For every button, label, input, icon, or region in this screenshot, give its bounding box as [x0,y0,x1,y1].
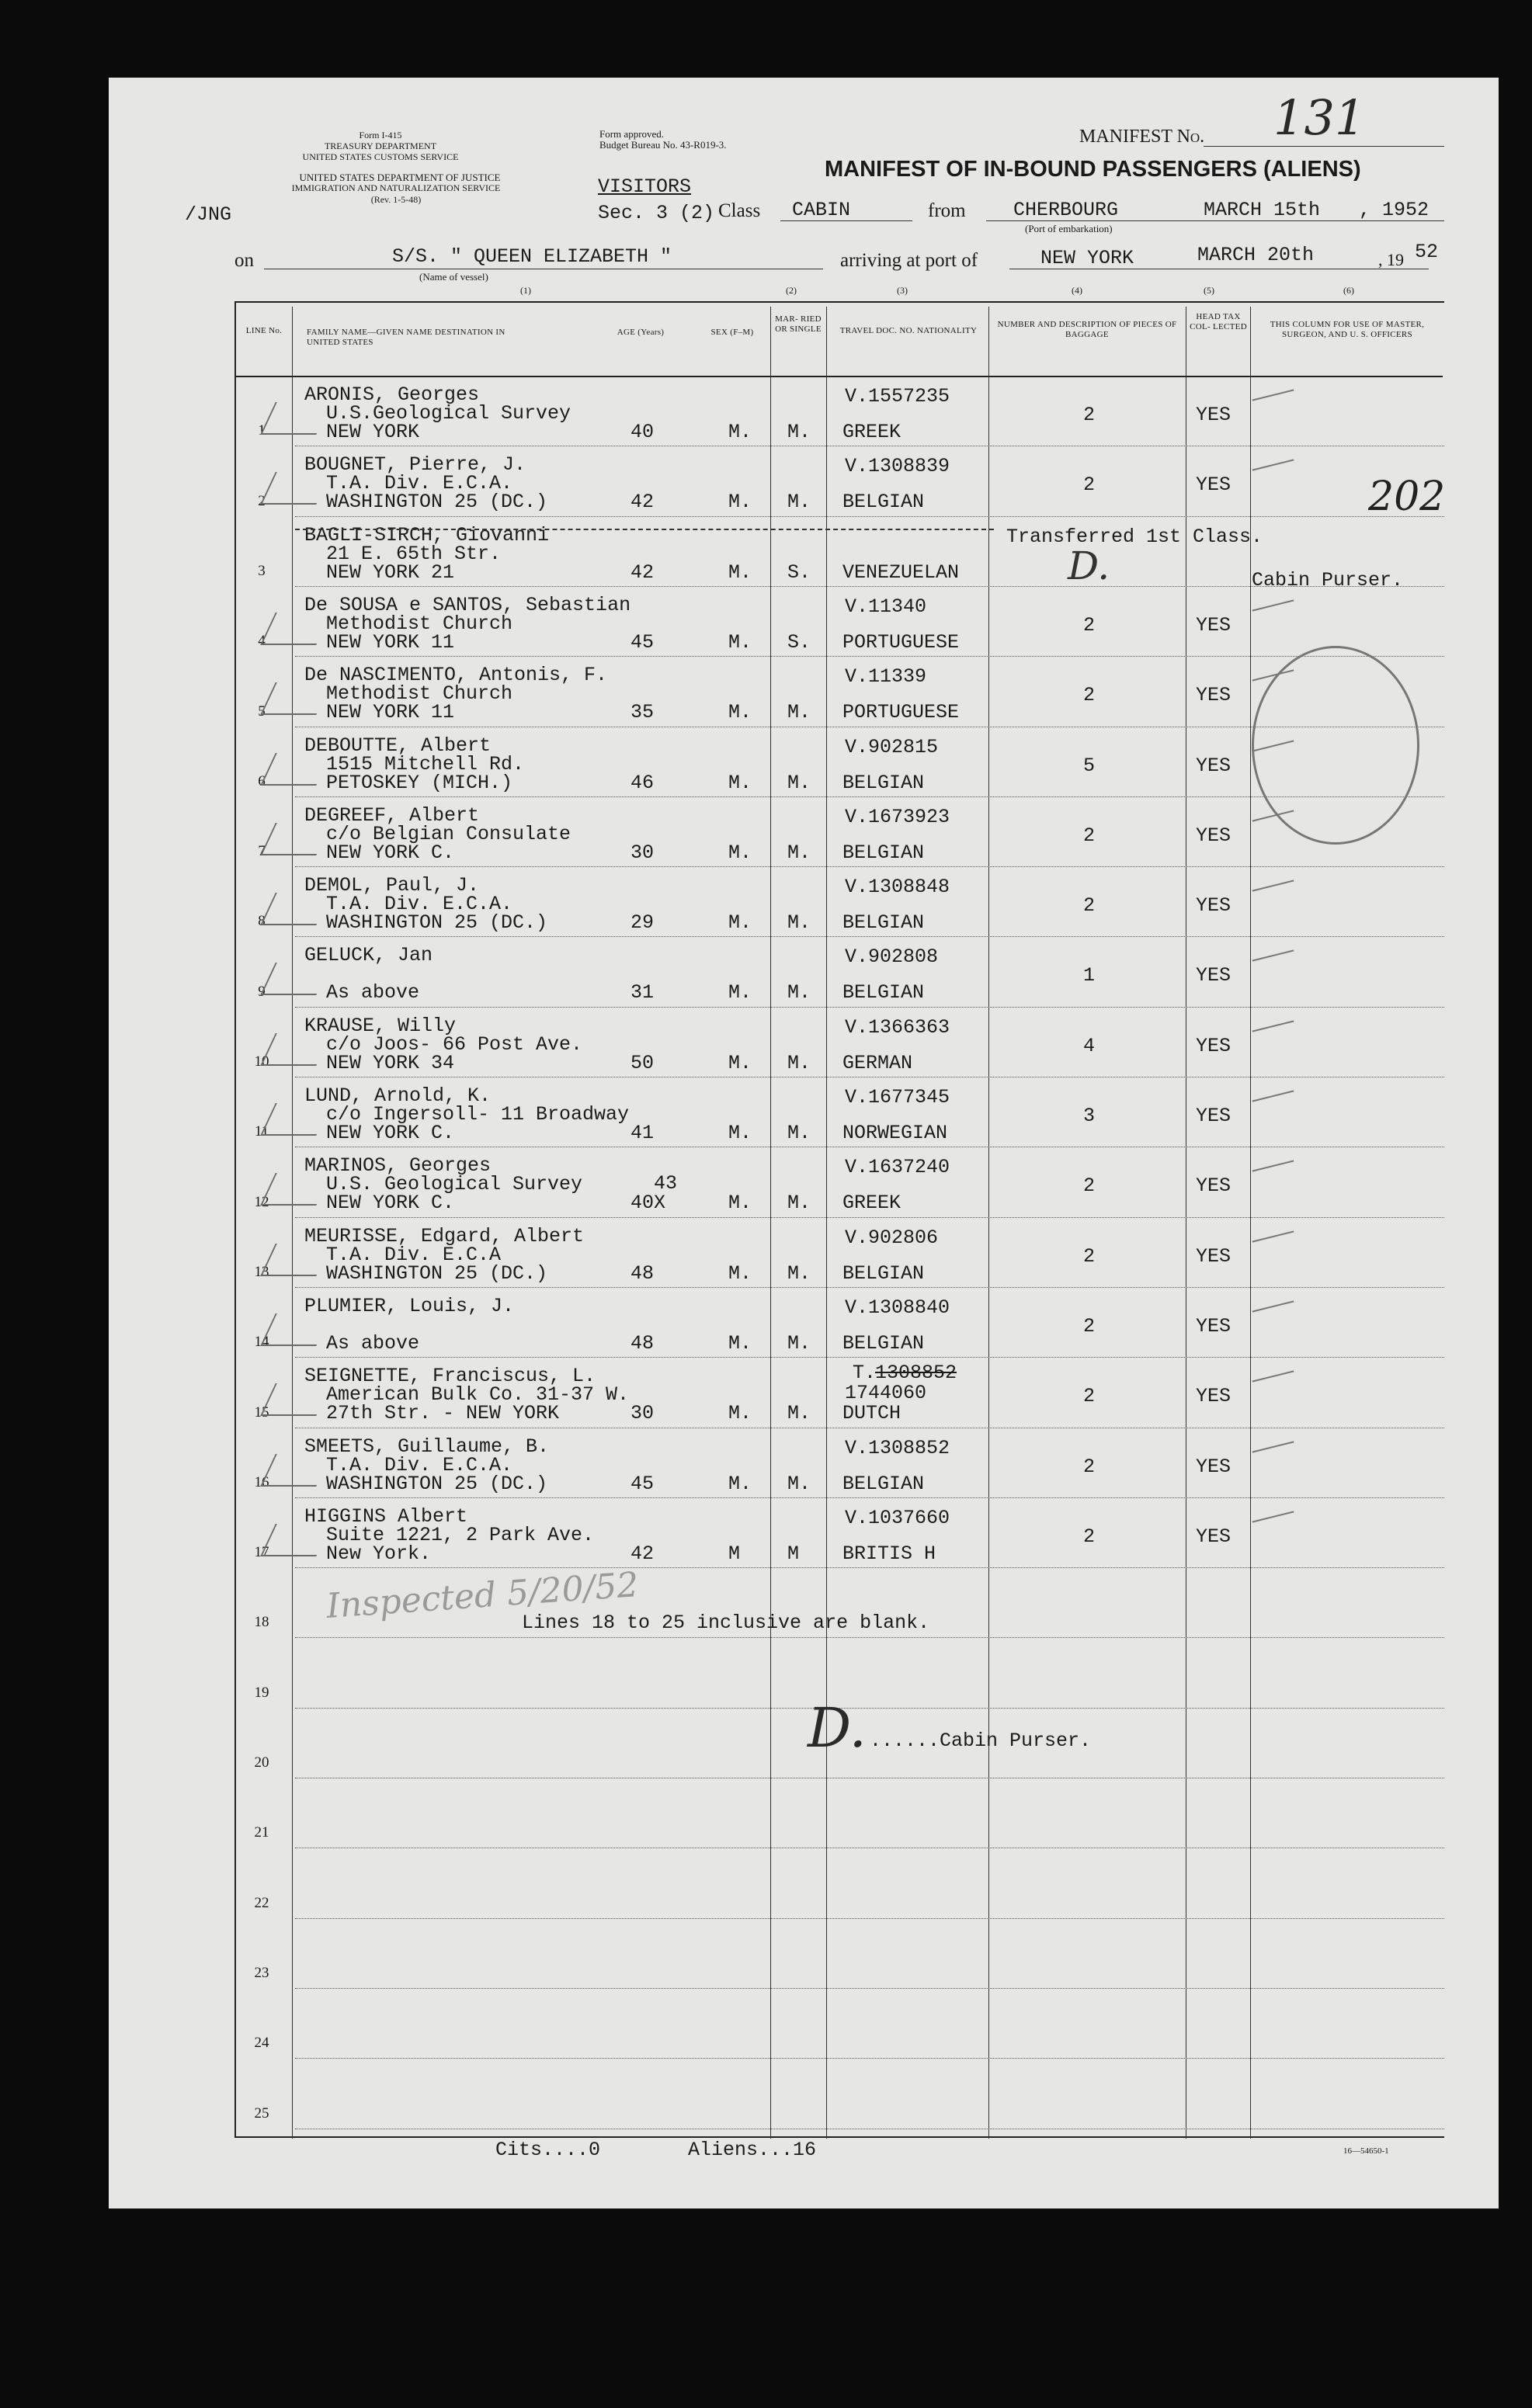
col-number-3: (3) [897,285,908,296]
passenger-baggage: 2 [1083,474,1096,497]
clerk-initials: /JNG [185,203,232,226]
passenger-marital-status: M. [787,1261,811,1285]
dept-immigration: IMMIGRATION AND NATURALIZATION SERVICE [291,182,501,193]
embark-date: MARCH 15th [1204,199,1321,221]
col-number-5: (5) [1204,285,1214,296]
cabin-purser-note: Cabin Purser. [1252,569,1404,592]
passenger-nationality: GREEK [842,421,901,443]
passenger-name: BOUGNET, Pierre, J. [304,453,526,477]
passenger-name: De NASCIMENTO, Antonis, F. [304,664,608,687]
passenger-name: DEBOUTTE, Albert [304,734,492,757]
passenger-travel-doc: V.1637240 [845,1156,950,1179]
passenger-address-2: NEW YORK C. [326,1122,455,1144]
passenger-baggage: 2 [1083,1244,1096,1268]
passenger-baggage: 2 [1083,1385,1096,1408]
passenger-address-2: NEW YORK 34 [326,1051,455,1074]
dept-justice: UNITED STATES DEPARTMENT OF JUSTICE [299,172,501,183]
passenger-baggage: 3 [1083,1105,1096,1127]
passenger-travel-doc: V.1308848 [845,876,950,899]
passenger-age: 40 [631,421,655,443]
passenger-age: 48 [631,1261,655,1285]
line-number: 17 [254,1544,269,1561]
passenger-marital-status: M. [787,1192,811,1215]
passenger-address-1: c/o Ingersoll- 11 Broadway [326,1103,630,1126]
passenger-sex: M. [728,1402,752,1425]
purser-initial-row3: D. [1068,543,1110,588]
passenger-address-2: NEW YORK 11 [326,701,455,724]
col-number-6: (6) [1343,285,1354,296]
passenger-travel-doc: V.11340 [845,595,927,618]
col-header-officers: THIS COLUMN FOR USE OF MASTER, SURGEON, AND U. S. OFFICERS [1270,320,1425,339]
table-row-divider [295,1287,1444,1288]
col-divider [770,307,771,2139]
passenger-name: KRAUSE, Willy [304,1014,457,1037]
passenger-head-tax: YES [1196,894,1232,918]
passenger-age: 31 [631,981,655,1004]
passenger-travel-doc: V.11339 [845,665,927,689]
passenger-nationality: GREEK [842,1192,901,1215]
line-number: 7 [258,843,266,860]
passenger-marital-status: M. [787,491,811,514]
arriving-label: arriving at port of [840,250,978,271]
section-label: Sec. 3 (2) [598,202,715,224]
passenger-nationality: BELGIAN [842,981,925,1004]
line-number: 23 [254,1964,269,1981]
passenger-address-1: T.A. Div. E.C.A. [326,472,513,495]
passenger-address-1: American Bulk Co. 31-37 W. [326,1383,630,1407]
passenger-nationality: BRITIS H [842,1542,936,1565]
passenger-nationality: BELGIAN [842,841,925,864]
passenger-nationality: BELGIAN [842,771,925,794]
passenger-address-2: PETOSKEY (MICH.) [326,771,513,794]
purser-signature-initial: D. [808,1696,867,1760]
passenger-nationality: DUTCH [842,1402,901,1425]
manifest-no-line [1204,146,1444,147]
passenger-head-tax: YES [1196,824,1232,847]
on-label: on [234,250,254,271]
strike-line [295,529,994,530]
line-number: 12 [254,1193,269,1210]
side-number: 202 [1368,474,1446,520]
passenger-travel-doc: V.902808 [845,946,939,969]
table-row-divider [295,1497,1444,1498]
passenger-address-1: Methodist Church [326,612,513,635]
passenger-sex: M. [728,1472,752,1495]
passenger-address-1: 21 E. 65th Str. [326,542,502,565]
passenger-address-2: WASHINGTON 25 (DC.) [326,491,548,514]
col-number-4: (4) [1072,285,1082,296]
passenger-baggage: 1 [1083,964,1096,987]
passenger-baggage: 2 [1083,1314,1096,1338]
line-number: 11 [254,1123,269,1140]
line-number: 6 [258,772,266,789]
passenger-address-2: New York. [326,1542,432,1565]
passenger-baggage: 2 [1083,1455,1096,1478]
page-title: MANIFEST OF IN-BOUND PASSENGERS (ALIENS) [825,157,1361,182]
passenger-name: DEMOL, Paul, J. [304,874,480,897]
col-divider [1250,307,1251,2139]
line-number: 19 [254,1684,269,1701]
vessel-name: S/S. " QUEEN ELIZABETH " [392,245,672,268]
col-header-line-no: LINE No. [245,326,283,335]
class-value: CABIN [792,199,851,221]
passenger-address-2: NEW YORK C. [326,841,455,864]
passenger-travel-doc: V.1673923 [845,805,950,828]
arrival-year: 52 [1415,241,1439,263]
passenger-age: 42 [631,491,655,514]
passenger-sex: M. [728,1051,752,1074]
passenger-address-2: 27th Str. - NEW YORK [326,1402,560,1425]
passenger-sex: M. [728,771,752,794]
passenger-age: 45 [631,630,655,654]
header-rule [234,376,1443,377]
col-divider [292,307,293,2139]
passenger-sex: M. [728,421,752,443]
passenger-head-tax: YES [1196,1525,1232,1548]
passenger-travel-doc: V.1557235 [845,385,950,408]
passenger-head-tax: YES [1196,474,1232,497]
passenger-head-tax: YES [1196,754,1232,777]
passenger-age: 42 [631,1542,655,1565]
line-number: 8 [258,913,266,930]
passenger-name: DEGREEF, Albert [304,803,480,827]
line-number: 13 [254,1263,269,1280]
col-header-head-tax: HEAD TAX COL- LECTED [1190,312,1247,331]
class-line [780,220,912,221]
passenger-address-1: Methodist Church [326,682,513,706]
passenger-age: 50 [631,1051,655,1074]
form-number: Form I-415 [359,130,402,141]
passenger-address-1: U.S. Geological Survey [326,1173,583,1196]
table-row-divider [295,1708,1444,1709]
passenger-name: SEIGNETTE, Franciscus, L. [304,1365,596,1388]
passenger-nationality: BELGIAN [842,491,925,514]
passenger-head-tax: YES [1196,1455,1232,1478]
passenger-nationality: BELGIAN [842,911,925,935]
passenger-head-tax: YES [1196,1034,1232,1057]
embark-year: , 1952 [1359,199,1430,221]
passenger-marital-status: S. [787,560,811,584]
passenger-age: 45 [631,1472,655,1495]
passenger-marital-status: M. [787,1331,811,1355]
passenger-marital-status: M. [787,981,811,1004]
passenger-nationality: PORTUGUESE [842,630,960,654]
passenger-baggage: 4 [1083,1034,1096,1057]
table-row-divider [295,936,1444,937]
arrival-year-prefix: , 19 [1378,250,1404,269]
line-number: 21 [254,1824,269,1841]
passenger-baggage: 5 [1083,754,1096,777]
passenger-head-tax: YES [1196,404,1232,426]
passenger-nationality: NORWEGIAN [842,1122,948,1144]
from-port: CHERBOURG [1013,199,1119,221]
passenger-marital-status: M. [787,1122,811,1144]
table-row-divider [295,1637,1444,1638]
aliens-count: Aliens...16 [688,2139,817,2161]
passenger-head-tax: YES [1196,684,1232,707]
arrival-date: MARCH 20th [1197,244,1315,266]
passenger-age: 48 [631,1331,655,1355]
passenger-baggage: 2 [1083,824,1096,847]
passenger-travel-doc: 1744060 [845,1382,927,1405]
passenger-age: 42 [631,560,655,584]
passenger-baggage: 2 [1083,404,1096,426]
passenger-baggage: 2 [1083,1525,1096,1548]
dept-treasury: TREASURY DEPARTMENT [324,141,437,151]
passenger-name: SMEETS, Guillaume, B. [304,1435,550,1458]
passenger-name: De SOUSA e SANTOS, Sebastian [304,593,631,616]
col-number-1: (1) [520,285,531,296]
transferred-note: Transferred 1st Class. [1006,526,1263,548]
dept-customs: UNITED STATES CUSTOMS SERVICE [302,151,459,162]
passenger-address-1: 1515 Mitchell Rd. [326,752,525,775]
passenger-address-2: As above [326,981,420,1004]
line-number: 22 [254,1894,269,1911]
passenger-age: 46 [631,771,655,794]
passenger-nationality: BELGIAN [842,1261,925,1285]
passenger-sex: M. [728,1192,752,1215]
passenger-sex: M. [728,1261,752,1285]
passenger-travel-doc: V.1037660 [845,1506,950,1529]
vessel-caption: (Name of vessel) [419,271,488,283]
passenger-address-1: T.A. Div. E.C.A [326,1243,502,1266]
passenger-travel-doc: V.1308840 [845,1296,950,1319]
line-number: 15 [254,1404,269,1421]
passenger-marital-status: M. [787,1051,811,1074]
table-row-divider [295,1918,1444,1919]
line-number: 5 [258,703,266,720]
passenger-sex: M. [728,491,752,514]
visitors-label: VISITORS [598,175,692,198]
citizens-count: Cits....0 [495,2139,601,2161]
passenger-address-2: As above [326,1331,420,1355]
passenger-age: 41 [631,1122,655,1144]
col-header-age: AGE (Years) [617,328,665,337]
doc-prefix-15: T. [853,1362,877,1384]
passenger-address-2: NEW YORK C. [326,1192,455,1215]
passenger-age: 30 [631,1402,655,1425]
passenger-marital-status: M. [787,911,811,935]
passenger-nationality: BELGIAN [842,1472,925,1495]
line-number: 3 [258,562,266,579]
form-approved: Form approved. [599,128,665,140]
passenger-name: HIGGINS Albert [304,1504,468,1528]
doc-struck-15: 1308852 [875,1362,957,1384]
table-row-divider [295,516,1444,517]
line-number: 1 [258,422,266,439]
passenger-address-2: WASHINGTON 25 (DC.) [326,1261,548,1285]
passenger-baggage: 2 [1083,1175,1096,1198]
passenger-address-2: WASHINGTON 25 (DC.) [326,1472,548,1495]
line-number: 4 [258,633,266,650]
passenger-travel-doc: V.902815 [845,735,939,758]
passenger-marital-status: M. [787,771,811,794]
passenger-baggage: 2 [1083,894,1096,918]
blank-lines-note: Lines 18 to 25 inclusive are blank. [522,1612,930,1634]
col-header-married: MAR- RIED OR SINGLE [775,314,822,334]
passenger-travel-doc: V.1677345 [845,1086,950,1109]
passenger-age: 30 [631,841,655,864]
passenger-head-tax: YES [1196,1385,1232,1408]
passenger-age: 29 [631,911,655,935]
from-label: from [928,200,966,221]
passenger-baggage: 2 [1083,613,1096,637]
passenger-nationality: VENEZUELAN [842,560,960,584]
passenger-age: 40X [631,1192,666,1215]
passenger-marital-status: S. [787,630,811,654]
passenger-marital-status: M. [787,1402,811,1425]
passenger-address-1: Suite 1221, 2 Park Ave. [326,1523,595,1546]
passenger-nationality: PORTUGUESE [842,701,960,724]
passenger-sex: M. [728,1122,752,1144]
passenger-name: ARONIS, Georges [304,383,480,406]
passenger-sex: M. [728,841,752,864]
table-row-divider [295,2058,1444,2059]
line-number: 18 [254,1614,269,1631]
passenger-sex: M. [728,911,752,935]
passenger-sex: M. [728,701,752,724]
inspector-note: Inspected 5/20/52 [325,1565,640,1626]
passenger-sex: M [728,1542,741,1565]
line-number: 20 [254,1754,269,1771]
passenger-name: PLUMIER, Louis, J. [304,1294,515,1317]
col-header-travel-doc: TRAVEL DOC. NO. NATIONALITY [839,326,978,335]
line-number: 16 [254,1473,269,1490]
passenger-nationality: GERMAN [842,1051,913,1074]
passenger-address-1: T.A. Div. E.C.A. [326,1453,513,1476]
passenger-sex: M. [728,981,752,1004]
line-number: 24 [254,2035,269,2052]
form-revision: (Rev. 1-5-48) [370,194,422,205]
passenger-marital-status: M. [787,701,811,724]
budget-bureau: Budget Bureau No. 43-R019-3. [599,139,727,151]
table-row-divider [295,866,1444,867]
passenger-address-2: NEW YORK 11 [326,630,455,654]
passenger-head-tax: YES [1196,1105,1232,1127]
table-row-divider [295,1988,1444,1989]
age-correction-12: 43 [654,1172,678,1195]
passenger-name: GELUCK, Jan [304,944,433,967]
passenger-travel-doc: V.1366363 [845,1015,950,1039]
passenger-marital-status: M. [787,421,811,443]
passenger-travel-doc: V.1308839 [845,455,950,478]
passenger-sex: M. [728,1331,752,1355]
passenger-address-1: T.A. Div. E.C.A. [326,893,513,916]
line-number: 2 [258,492,266,509]
col-header-name: FAMILY NAME—GIVEN NAME DESTINATION IN UNITED STATES [307,328,505,347]
col-divider [826,307,827,2139]
class-label: Class [718,200,761,221]
passenger-age: 35 [631,701,655,724]
line-number: 14 [254,1334,269,1351]
passenger-address-2: WASHINGTON 25 (DC.) [326,911,548,935]
manifest-no-label: MANIFEST No. [1079,127,1205,147]
col-header-baggage: NUMBER AND DESCRIPTION OF PIECES OF BAGGAGE [997,320,1177,339]
passenger-head-tax: YES [1196,1314,1232,1338]
passenger-travel-doc: V.902806 [845,1226,939,1249]
passenger-baggage: 2 [1083,684,1096,707]
passenger-head-tax: YES [1196,964,1232,987]
passenger-address-1: U.S.Geological Survey [326,402,571,425]
inspection-stamp [1252,646,1419,845]
line-number: 10 [254,1053,269,1070]
manifest-number: 131 [1273,89,1366,146]
passenger-address-2: NEW YORK 21 [326,560,455,584]
passenger-address-1: c/o Joos- 66 Post Ave. [326,1032,583,1056]
passenger-address-2: NEW YORK [326,421,420,443]
col-number-2: (2) [786,285,797,296]
passenger-marital-status: M [787,1542,800,1565]
form-code: 16—54650-1 [1343,2146,1389,2156]
col-divider [988,307,989,2139]
passenger-name: BAGLI-SIRCH, Giovanni [304,523,550,546]
line-number: 9 [258,983,266,1000]
passenger-head-tax: YES [1196,613,1232,637]
passenger-nationality: BELGIAN [842,1331,925,1355]
col-header-sex: SEX (F–M) [710,328,754,337]
table-row-divider [295,1357,1444,1358]
arrival-port: NEW YORK [1040,247,1134,269]
passenger-marital-status: M. [787,841,811,864]
passenger-name: LUND, Arnold, K. [304,1084,492,1107]
passenger-sex: M. [728,560,752,584]
passenger-head-tax: YES [1196,1244,1232,1268]
passenger-head-tax: YES [1196,1175,1232,1198]
purser-signature: ......Cabin Purser. [870,1730,1092,1752]
table-row-divider [295,1007,1444,1008]
embarkation-caption: (Port of embarkation) [1025,223,1113,234]
table-row-divider [295,1217,1444,1218]
passenger-sex: M. [728,630,752,654]
passenger-name: MEURISSE, Edgard, Albert [304,1224,585,1247]
line-number: 25 [254,2104,269,2122]
passenger-marital-status: M. [787,1472,811,1495]
passenger-address-1: c/o Belgian Consulate [326,822,571,845]
table-row-divider [295,1567,1444,1568]
passenger-travel-doc: V.1308852 [845,1436,950,1459]
passenger-name: MARINOS, Georges [304,1154,492,1178]
table-row-divider [295,656,1444,657]
